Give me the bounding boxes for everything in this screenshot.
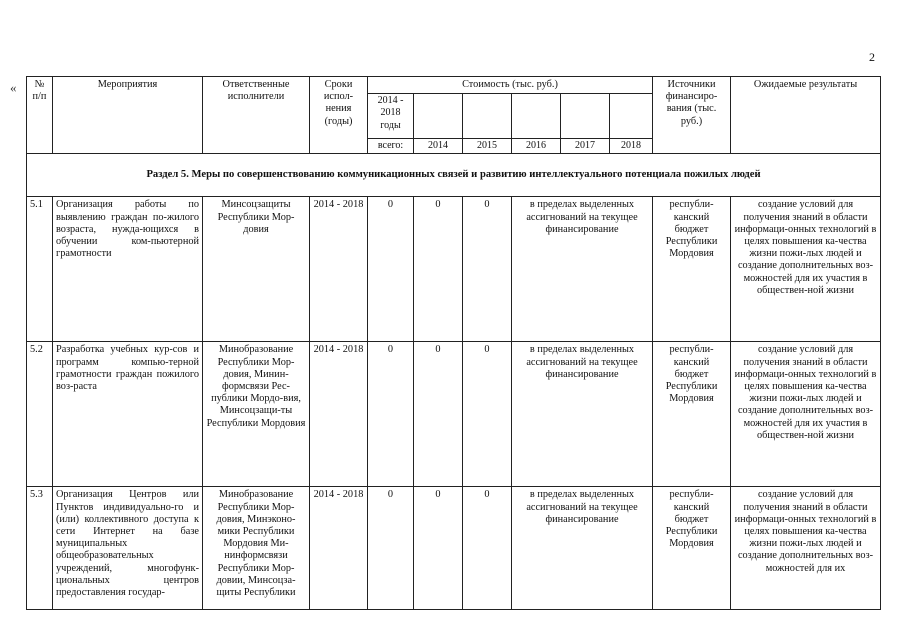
row-executors: Минсоцзащиты Республики Мор-довия xyxy=(203,197,310,342)
header-empty-cell xyxy=(561,94,610,139)
row-sources: республи-канский бюджет Республики Мордовия xyxy=(653,197,731,342)
row-event: Организация Центров или Пунктов индивидуально-го и (или) коллективного доступа к сети Интернет на базе муниципальных общеобразовательных учреждений, многофунк-циональных центров предоставления государ- xyxy=(53,487,203,610)
header-total: всего: xyxy=(368,139,414,154)
header-terms: Сроки испол-нения (годы) xyxy=(310,77,368,154)
table-row xyxy=(27,487,881,610)
row-financing: в пределах выделенных ассигнований на текущее финансирование xyxy=(512,342,653,487)
row-financing: в пределах выделенных ассигнований на текущее финансирование xyxy=(512,197,653,342)
section-title: Раздел 5. Меры по совершенствованию коммуникационных связей и развитию интеллектуального потенциала пожилых людей xyxy=(27,154,881,197)
row-total: 0 xyxy=(368,342,414,487)
row-2015: 0 xyxy=(463,197,512,342)
header-empty-cell xyxy=(414,94,463,139)
row-num: 5.1 xyxy=(27,197,53,342)
header-year-2017: 2017 xyxy=(561,139,610,154)
header-year-2014: 2014 xyxy=(414,139,463,154)
row-2015: 0 xyxy=(463,342,512,487)
row-executors: Минобразование Республики Мор-довия, Минэконо-мики Республики Мордовия Ми-нинформсвязи Республики Мор-довии, Минсоцза-щиты Республики xyxy=(203,487,310,610)
measures-table-container xyxy=(26,76,880,610)
header-year-2015: 2015 xyxy=(463,139,512,154)
row-total: 0 xyxy=(368,197,414,342)
row-total: 0 xyxy=(368,487,414,610)
row-num: 5.3 xyxy=(27,487,53,610)
header-row xyxy=(27,77,881,94)
row-executors: Минобразование Республики Мор-довия, Минин-формсвязи Рес-публики Мордо-вия, Минсоцзащи-ты Республики Мордовия xyxy=(203,342,310,487)
row-results: создание условий для получения знаний в области информаци-онных технологий в целях повышения ка-чества жизни пожи-лых людей и создание дополнительных воз-можностей для их участия в обществен-ной жизни xyxy=(731,342,881,487)
row-num: 5.2 xyxy=(27,342,53,487)
page-number: 2 xyxy=(869,50,875,64)
row-financing: в пределах выделенных ассигнований на текущее финансирование xyxy=(512,487,653,610)
row-2015: 0 xyxy=(463,487,512,610)
table-row xyxy=(27,197,881,342)
header-year-2018: 2018 xyxy=(610,139,653,154)
row-results: создание условий для получения знаний в области информаци-онных технологий в целях повышения ка-чества жизни пожи-лых людей и создание дополнительных воз-можностей для их xyxy=(731,487,881,610)
measures-table xyxy=(26,76,881,610)
header-empty-cell xyxy=(463,94,512,139)
row-2014: 0 xyxy=(414,197,463,342)
row-terms: 2014 - 2018 xyxy=(310,342,368,487)
row-sources: республи-канский бюджет Республики Мордовия xyxy=(653,487,731,610)
row-2014: 0 xyxy=(414,342,463,487)
section-row xyxy=(27,154,881,197)
opening-quote-mark: « xyxy=(10,80,17,95)
header-sources: Источники финансиро-вания (тыс. руб.) xyxy=(653,77,731,154)
header-executors: Ответственные исполнители xyxy=(203,77,310,154)
header-results: Ожидаемые результаты xyxy=(731,77,881,154)
header-year-2016: 2016 xyxy=(512,139,561,154)
header-empty-cell xyxy=(512,94,561,139)
row-terms: 2014 - 2018 xyxy=(310,487,368,610)
row-event: Организация работы по выявлению граждан по-жилого возраста, нужда-ющихся в обучении ком-пьютерной грамотности xyxy=(53,197,203,342)
header-period: 2014 - 2018 годы xyxy=(368,94,414,139)
row-2014: 0 xyxy=(414,487,463,610)
row-terms: 2014 - 2018 xyxy=(310,197,368,342)
row-results: создание условий для получения знаний в области информаци-онных технологий в целях повышения ка-чества жизни пожи-лых людей и создание дополнительных воз-можностей для их участия в обществен-ной жизни xyxy=(731,197,881,342)
header-cost: Стоимость (тыс. руб.) xyxy=(368,77,653,94)
header-empty-cell xyxy=(610,94,653,139)
row-event: Разработка учебных кур-сов и программ компью-терной грамотности граждан пожилого воз-раста xyxy=(53,342,203,487)
row-sources: республи-канский бюджет Республики Мордовия xyxy=(653,342,731,487)
header-event: Мероприятия xyxy=(53,77,203,154)
table-row xyxy=(27,342,881,487)
header-num: № п/п xyxy=(27,77,53,154)
